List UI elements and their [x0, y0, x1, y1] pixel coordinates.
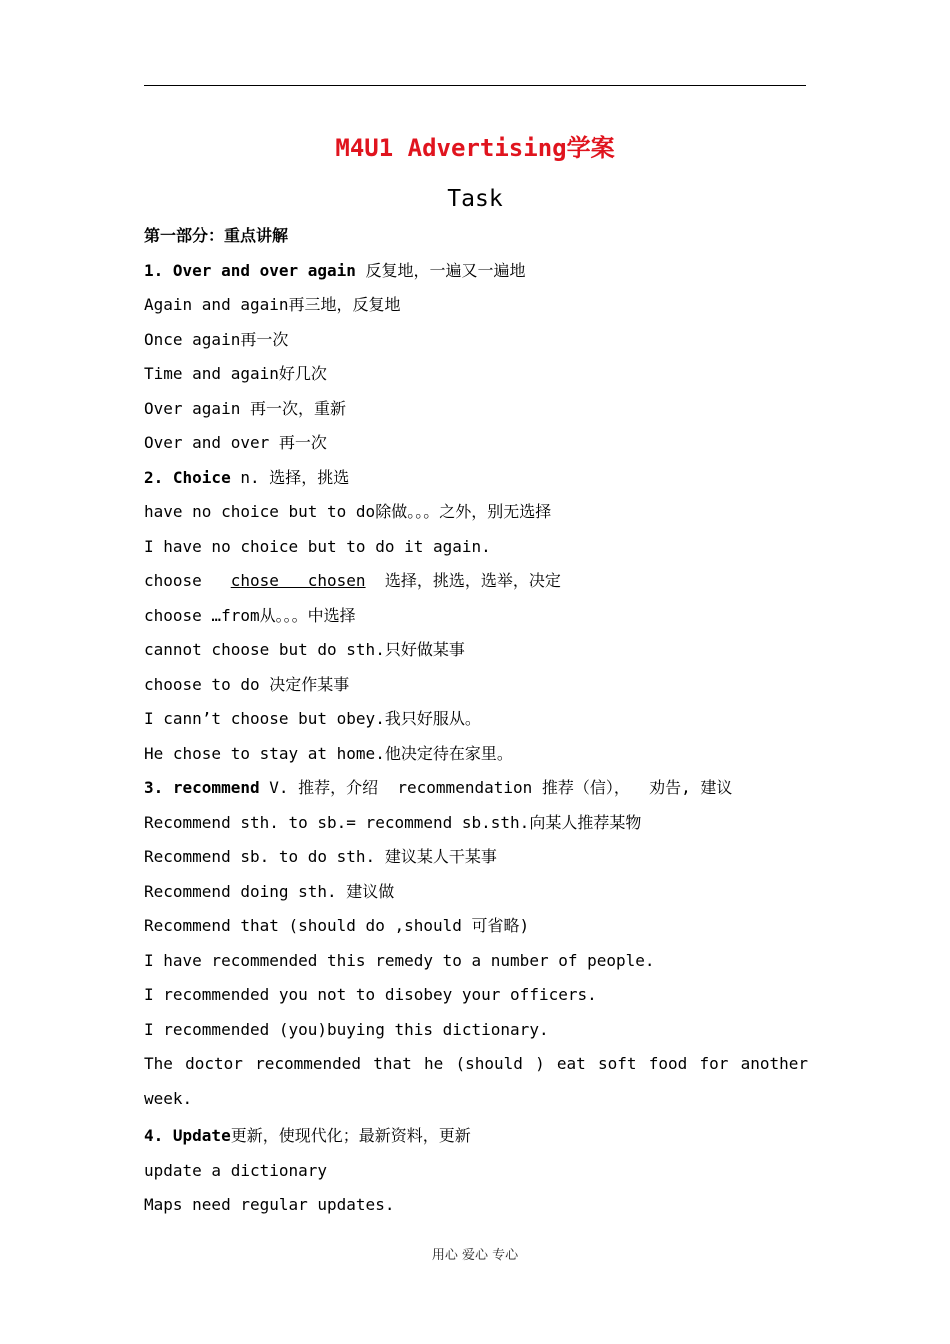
phrase-line: have no choice but to do除做。。。之外，别无选择 [144, 502, 552, 521]
example-line: Maps need regular updates. [144, 1195, 395, 1214]
page-footer: 用心 爱心 专心 [431, 1248, 519, 1263]
item-4-heading [144, 1119, 808, 1154]
verb-meaning: 选择，挑选，选举，决定 [365, 571, 561, 590]
document-body [144, 219, 808, 1223]
phrase-line: cannot choose but do sth.只好做某事 [144, 640, 465, 659]
verb-forms-line [144, 564, 808, 599]
phrase-line: Over again 再一次，重新 [144, 398, 346, 418]
phrase-line: Time and again好几次 [144, 364, 327, 383]
section-heading: 第一部分：重点讲解 [144, 226, 289, 245]
verb-base: choose [144, 571, 231, 590]
item-3-meaning: V. 推荐，介绍 recommendation 推荐（信）， 劝告, 建议 [259, 778, 733, 797]
phrase-line: Over and over 再一次 [144, 433, 327, 452]
item-4-term: 4. Update [144, 1126, 231, 1145]
item-1-term: 1. Over and over again [144, 260, 356, 280]
item-4-meaning: 更新，使现代化；最新资料，更新 [230, 1126, 471, 1145]
header-rule [144, 85, 806, 86]
item-3-term: 3. recommend [144, 778, 260, 797]
example-line: The doctor recommended that he (should ) eat soft food for another [144, 1054, 808, 1073]
example-line: I recommended you not to disobey your officers. [144, 985, 597, 1004]
example-line: I recommended (you)buying this dictionary. [144, 1019, 549, 1039]
example-line: I have recommended this remedy to a number of people. [144, 950, 655, 970]
example-line: He chose to stay at home.他决定待在家里。 [144, 743, 513, 763]
example-line-continued: week. [144, 1088, 193, 1108]
item-2-heading [144, 461, 808, 496]
phrase-line: Recommend that (should do ,should 可省略) [144, 916, 530, 935]
phrase-line: update a dictionary [144, 1160, 328, 1180]
item-2-meaning: n. 选择，挑选 [230, 467, 350, 487]
example-line: I have no choice but to do it again. [144, 536, 491, 556]
document-subtitle: Task [447, 186, 503, 212]
item-3-heading [144, 771, 808, 806]
phrase-line: choose to do 决定作某事 [144, 674, 350, 694]
phrase-line: Again and again再三地，反复地 [144, 295, 401, 314]
item-1-heading [144, 254, 808, 289]
phrase-line: Recommend doing sth. 建议做 [144, 881, 395, 901]
phrase-line: Recommend sth. to sb.= recommend sb.sth.向某人推荐某物 [144, 812, 642, 832]
phrase-line: choose …from从。。。中选择 [144, 605, 356, 625]
item-2-term: 2. Choice [144, 467, 231, 487]
item-1-meaning: 反复地，一遍又一遍地 [355, 260, 526, 280]
verb-forms: chose chosen [230, 571, 366, 590]
phrase-line: Once again再一次 [144, 329, 289, 349]
example-line: I cann’t choose but obey.我只好服从。 [144, 709, 481, 728]
document-title: M4U1 Advertising学案 [335, 134, 615, 162]
phrase-line: Recommend sb. to do sth. 建议某人干某事 [144, 847, 497, 866]
